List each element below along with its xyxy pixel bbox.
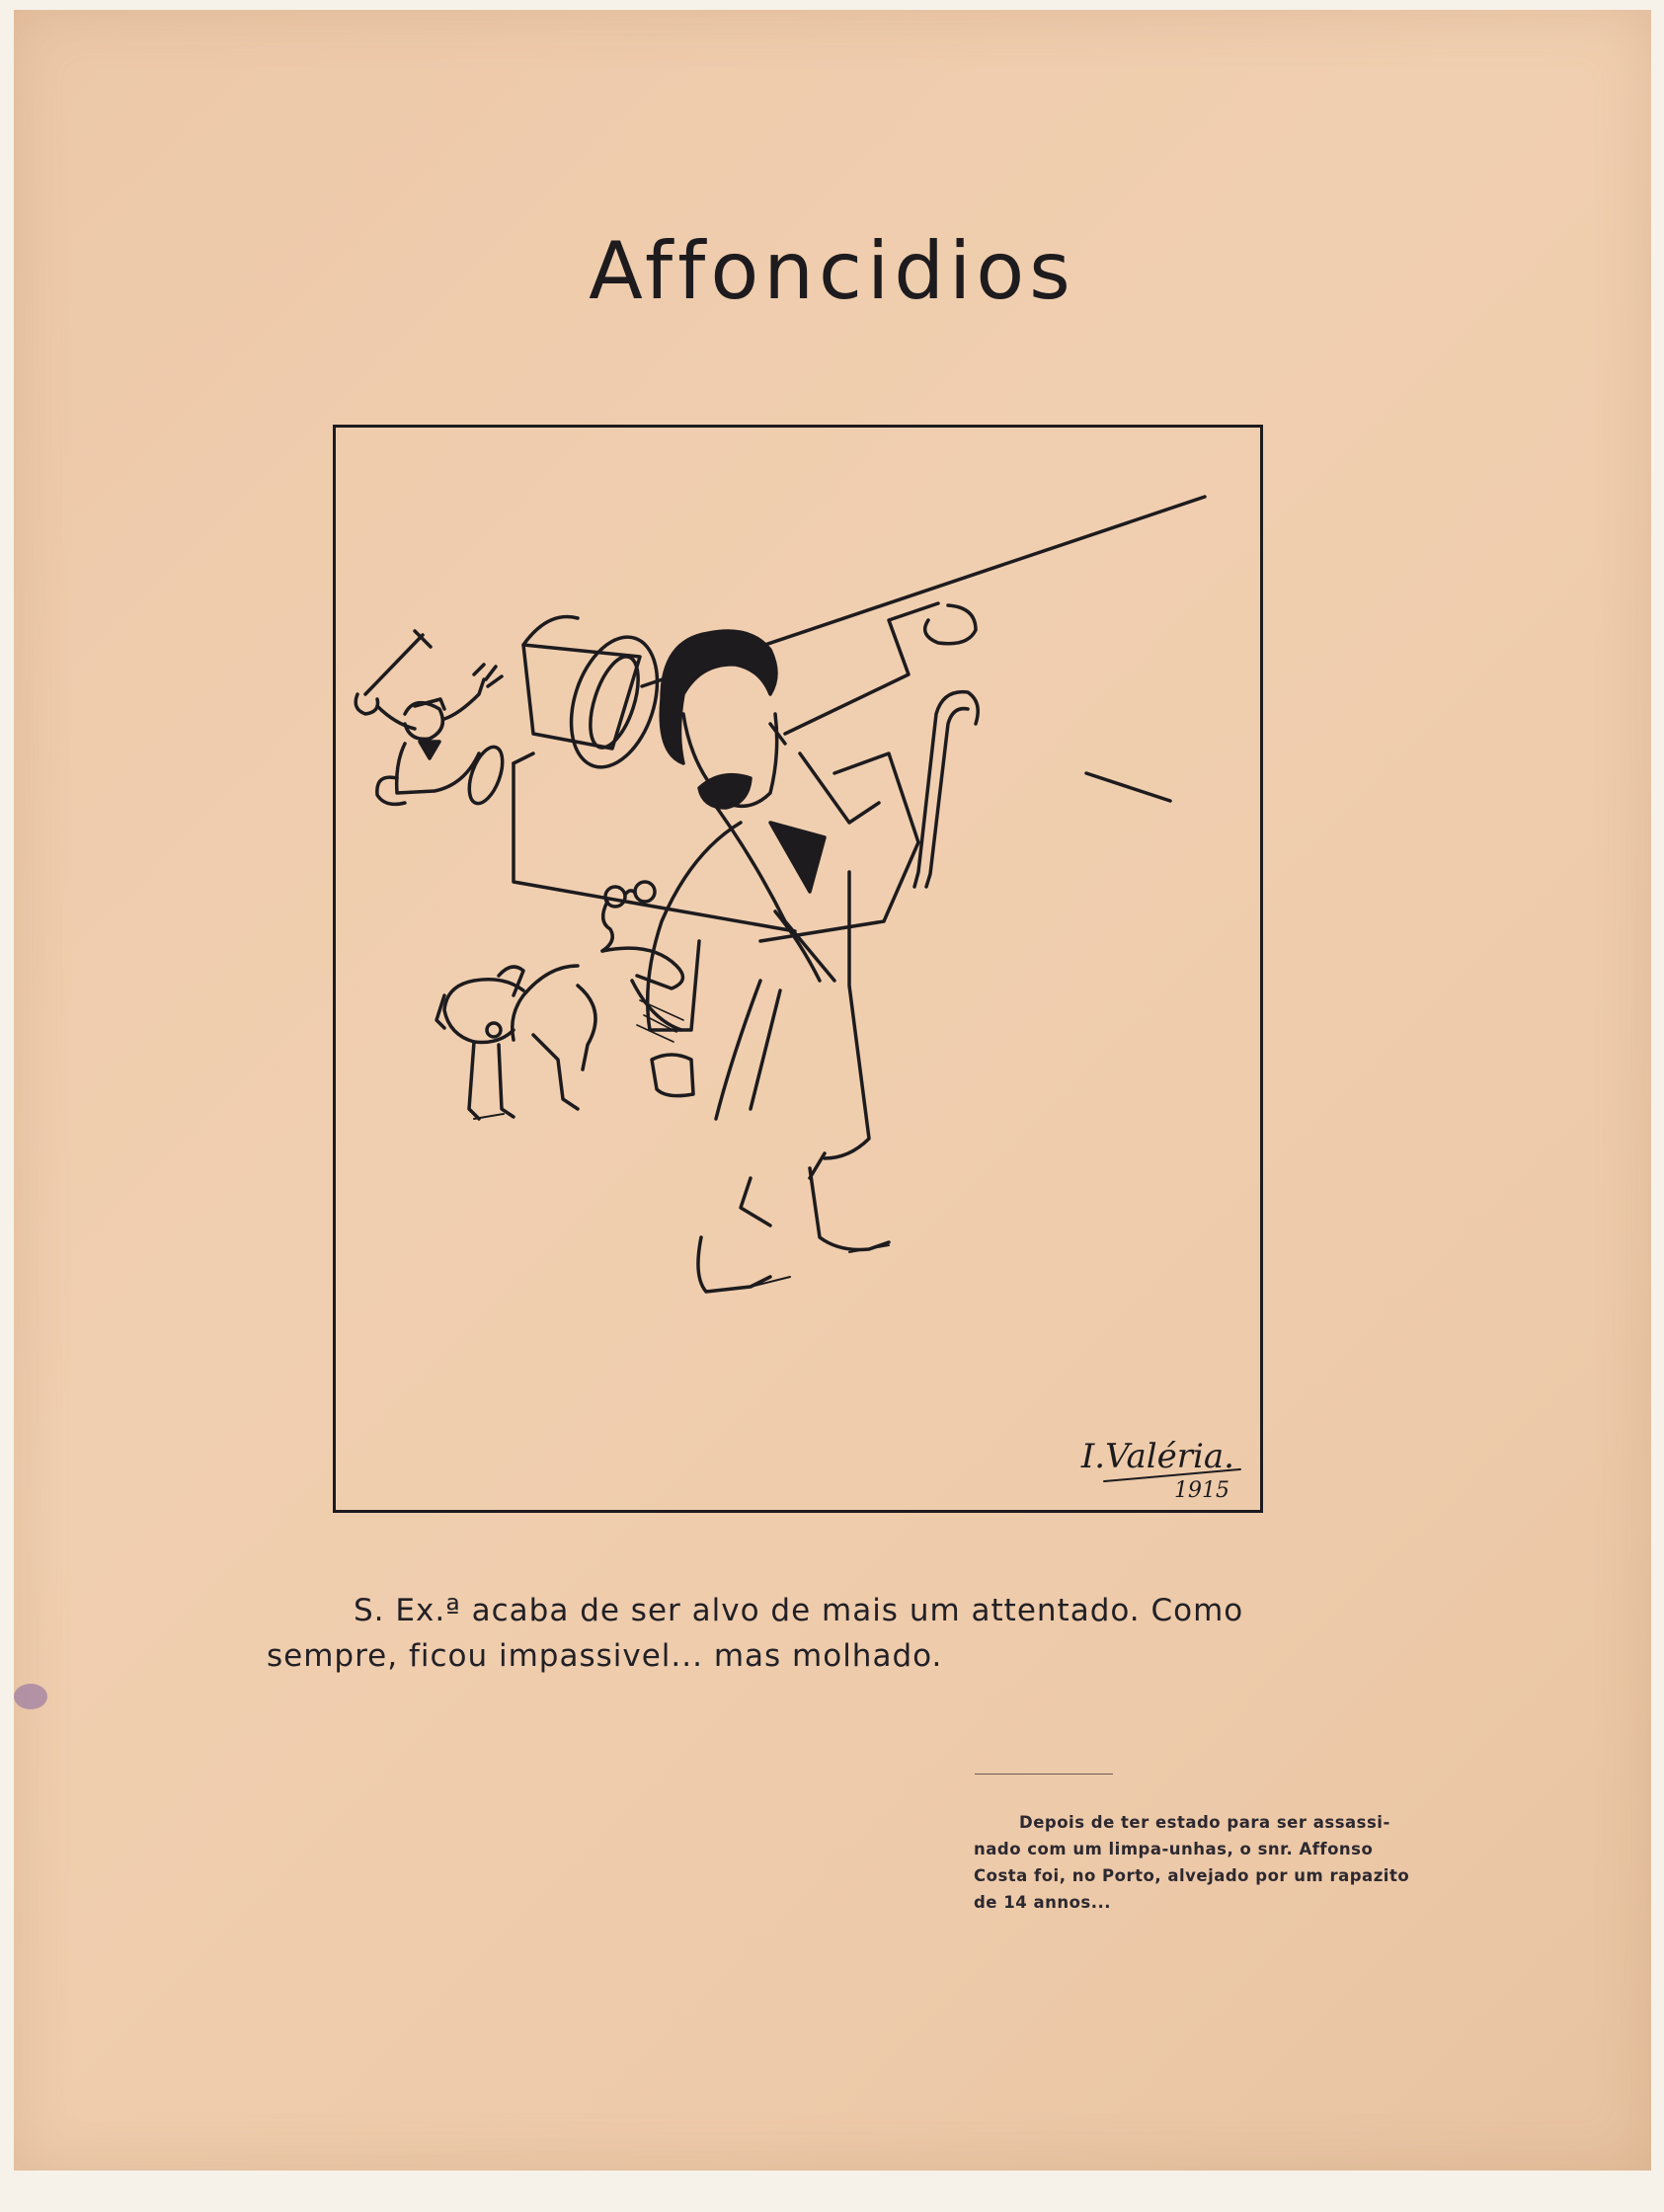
page-title: Affoncidios — [589, 225, 1075, 317]
wall-line — [514, 753, 533, 763]
ground-mark — [474, 1114, 889, 1287]
top-hat — [523, 617, 673, 779]
ink-stain — [14, 1684, 47, 1709]
artist-signature — [992, 1437, 1239, 1516]
cartoon-caption — [267, 1588, 1333, 1679]
footnote-divider — [975, 1774, 1113, 1775]
cartoon-frame — [333, 425, 1263, 1513]
walking-cane — [914, 692, 978, 887]
footnote-line: nado com um limpa-unhas, o snr. Affonso — [974, 1840, 1374, 1858]
caption-line: S. Ex.ª acaba de ser alvo de mais um attentado. Como — [354, 1593, 1244, 1628]
footnote-line: Depois de ter estado para ser assassi- — [1019, 1813, 1390, 1832]
wall-line — [1086, 773, 1170, 801]
wall-line — [514, 763, 795, 931]
fleeing-man — [356, 631, 509, 808]
footnote-line: Costa foi, no Porto, alvejado por um rapazito — [974, 1866, 1410, 1885]
gentleman-figure — [648, 603, 976, 1292]
signature-name: I.Valéria. — [1080, 1437, 1234, 1476]
caption-line: sempre, ficou impassivel... mas molhado. — [267, 1638, 943, 1674]
footnote-line: de 14 annos... — [974, 1893, 1112, 1912]
footnote — [974, 1809, 1434, 1916]
signature-year: 1915 — [1174, 1478, 1229, 1503]
cartoon-illustration — [336, 428, 1260, 1510]
